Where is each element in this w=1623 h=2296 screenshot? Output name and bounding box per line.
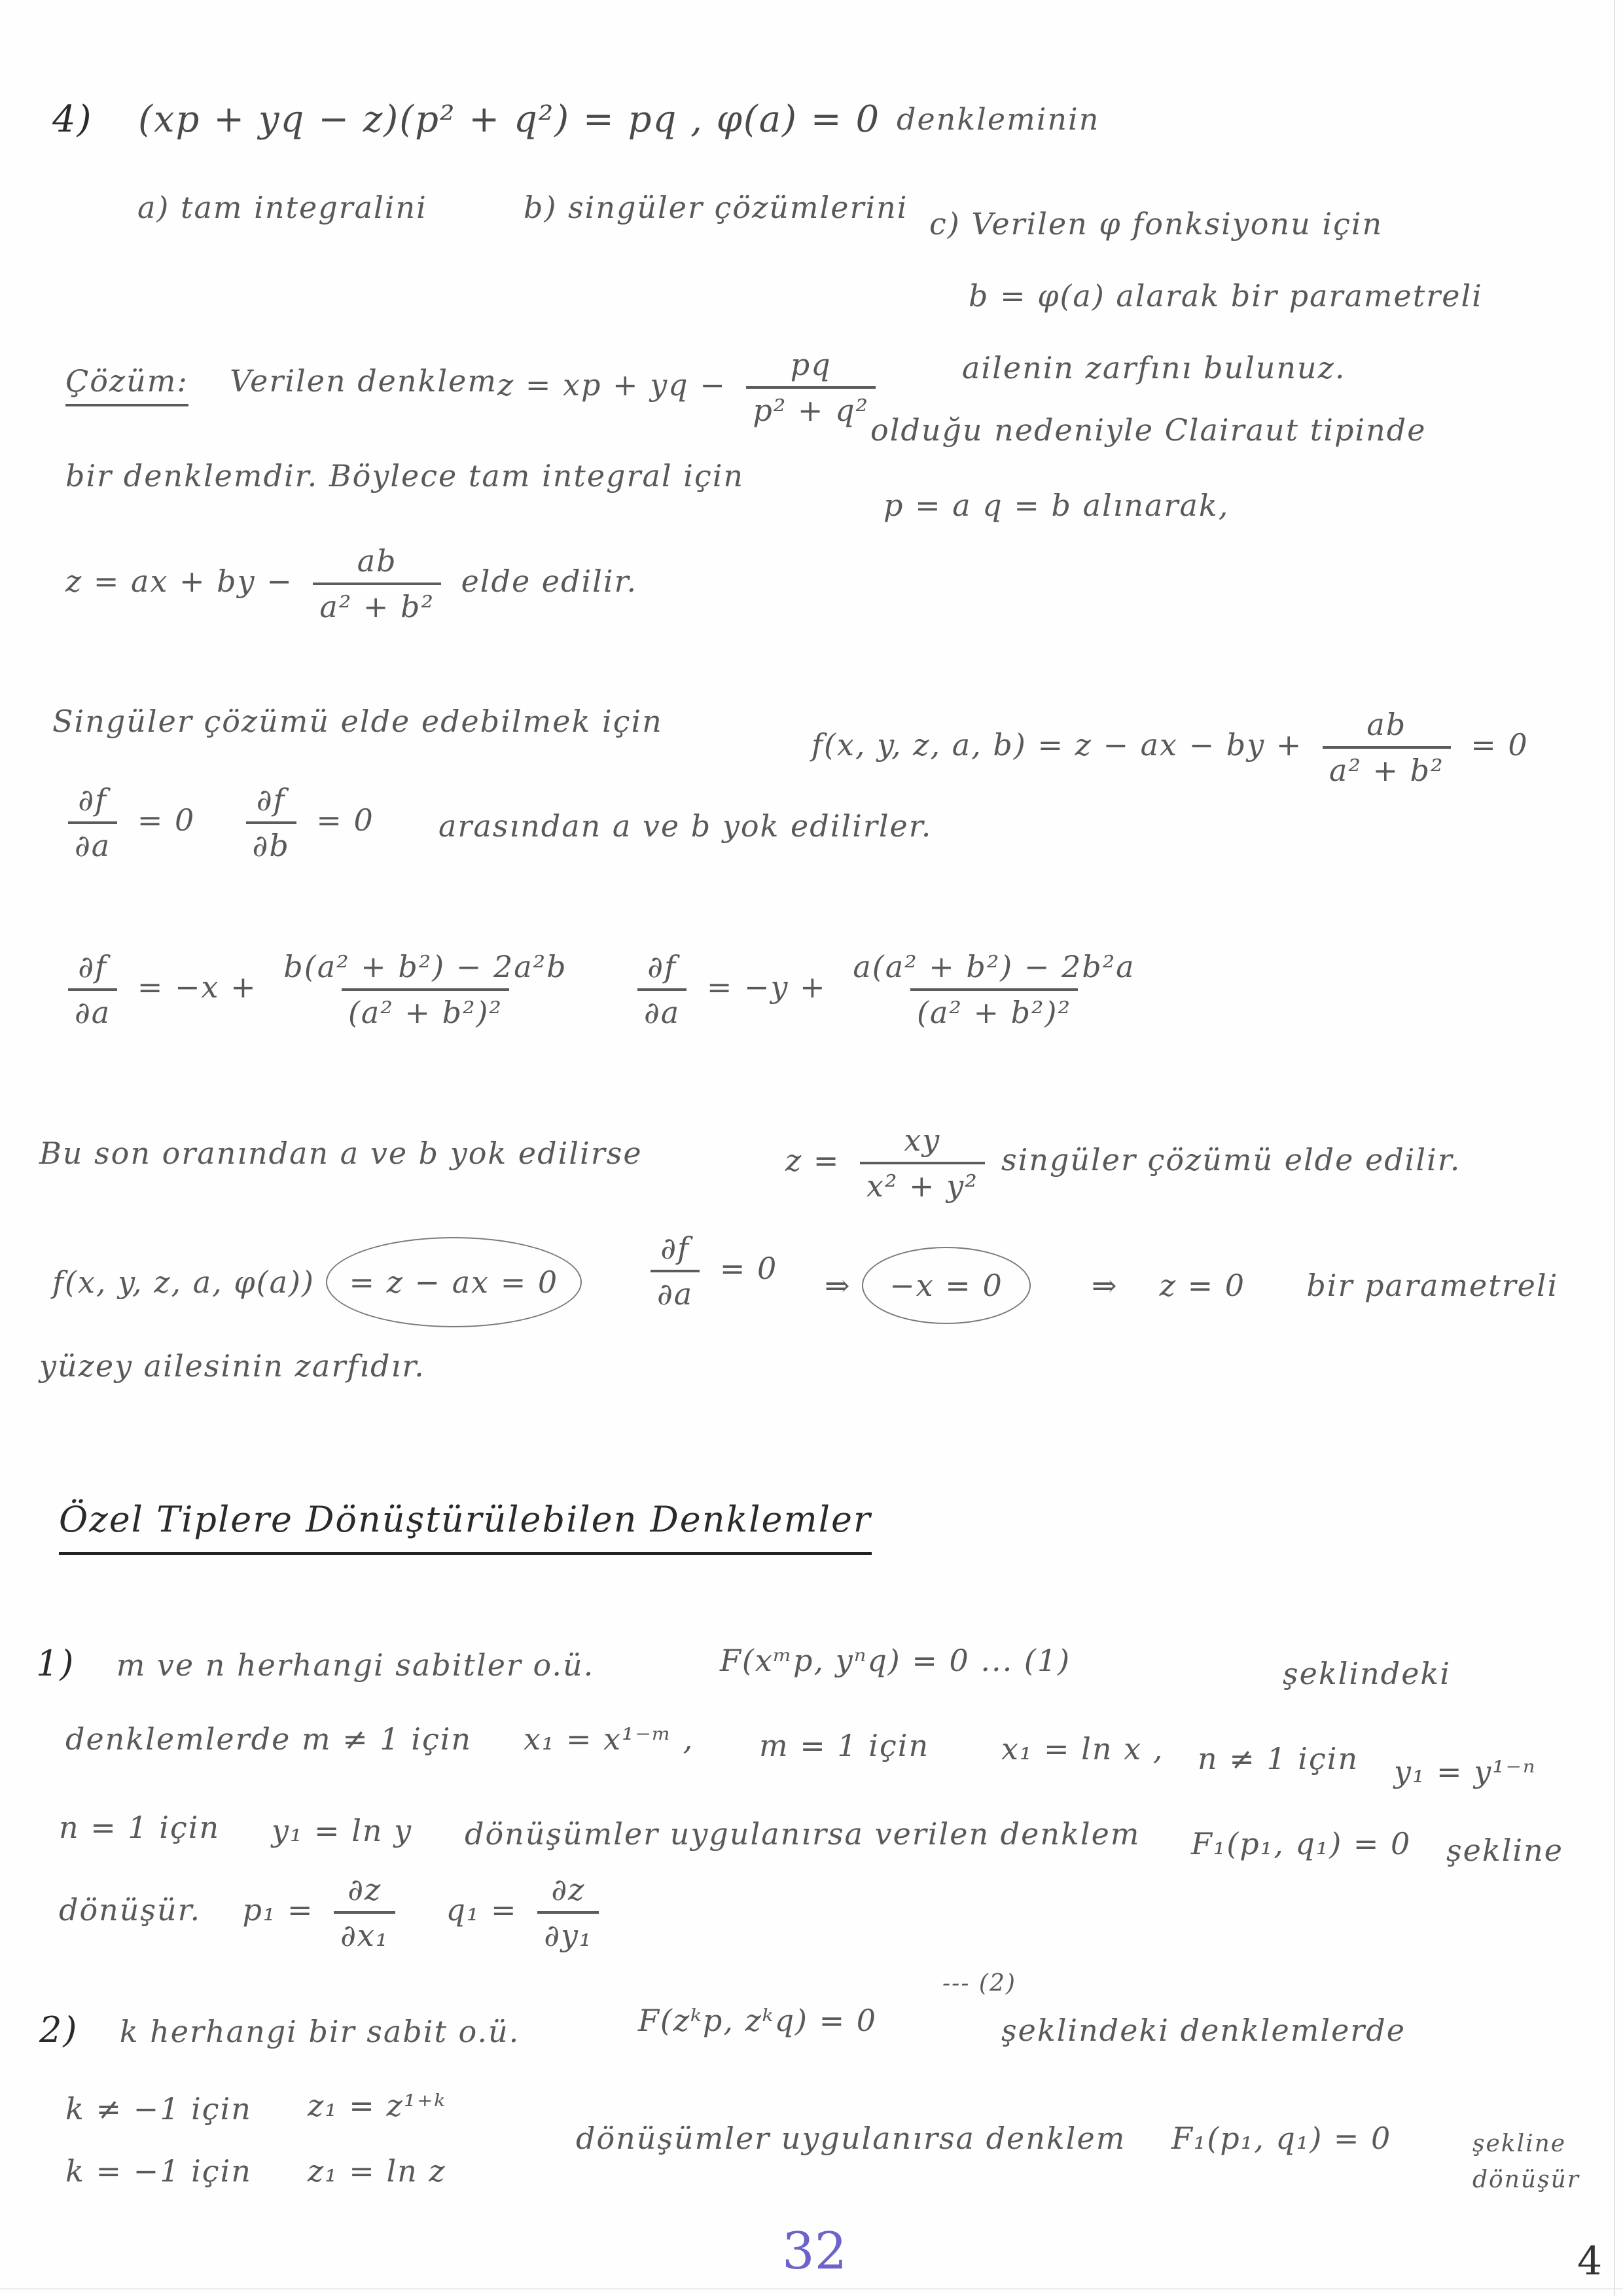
partial-b-derivative	[628, 949, 1151, 1030]
item2-tail2: dönüşür	[1472, 2166, 1580, 2193]
solution-label: Çözüm:	[65, 363, 188, 406]
envelope-derivative	[641, 1230, 777, 1312]
dfda-fraction	[68, 782, 117, 863]
fraction-numerator: ∂f	[256, 782, 286, 817]
fraction-numerator: ab	[357, 543, 397, 579]
p1-lhs: p₁ =	[242, 1892, 314, 1928]
f-definition-lhs: f(x, y, z, a, b) = z − ax − by +	[812, 727, 1303, 762]
solution-line2: bir denklemdir. Böylece tam integral için	[65, 458, 745, 493]
clairaut-lhs: z = xp + yq −	[497, 367, 726, 403]
item2-tail1: şekline	[1472, 2130, 1567, 2157]
dfda-fraction	[651, 1230, 700, 1312]
fraction-numerator: ∂z	[348, 1872, 382, 1907]
item1-line1	[36, 1643, 594, 1684]
q1-lhs: q₁ =	[446, 1892, 518, 1928]
item1-lnx: x₁ = ln x ,	[1001, 1731, 1164, 1767]
fraction-denominator: ∂a	[637, 988, 687, 1030]
page-edge-right	[1614, 0, 1615, 2296]
problem-equation: (xp + yq − z)(p² + q²) = pq , φ(a) = 0	[138, 98, 881, 141]
fraction-numerator: ∂z	[551, 1872, 586, 1907]
page-edge-bottom	[0, 2288, 1623, 2289]
item1-y1: y₁ = y¹⁻ⁿ	[1394, 1754, 1537, 1789]
dfdb-fraction	[246, 782, 296, 863]
part-c-line2: b = φ(a) alarak bir parametreli	[969, 278, 1483, 314]
derivative-a-fraction	[277, 949, 573, 1030]
envelope-z-result: z = 0	[1159, 1268, 1246, 1303]
derivative-lhs: = −y +	[706, 969, 827, 1005]
condition-tail: arasından a ve b yok edilirler.	[438, 808, 933, 844]
problem-trailing-word: denkleminin	[897, 101, 1100, 137]
dfda-fraction	[68, 949, 117, 1030]
page-number-corner: 4	[1577, 2238, 1603, 2284]
fraction-denominator: x² + y²	[860, 1162, 985, 1204]
complete-integral-fraction	[313, 543, 441, 624]
item1-n: n ≠ 1 için	[1198, 1741, 1359, 1776]
item1-line1-text: m ve n herhangi sabitler o.ü.	[116, 1647, 595, 1683]
condition-rhs: = 0	[137, 802, 196, 838]
fraction-denominator: a² + b²	[1323, 746, 1451, 788]
q1-fraction	[537, 1872, 599, 1953]
fraction-numerator: ∂f	[660, 1230, 690, 1266]
fraction-denominator: ∂x₁	[334, 1911, 395, 1953]
f-definition	[812, 707, 1529, 788]
item2-line1	[39, 2009, 520, 2051]
singular-line1: Singüler çözümü elde edebilmek için	[52, 704, 663, 739]
problem-4-statement	[52, 98, 880, 141]
item1-x1: x₁ = x¹⁻ᵐ ,	[524, 1721, 694, 1757]
circled-expression: = z − ax = 0	[326, 1237, 582, 1327]
fraction-numerator: ab	[1366, 707, 1407, 742]
item2-reference: --- (2)	[942, 1970, 1016, 1997]
fraction-denominator: a² + b²	[313, 583, 441, 624]
fraction-numerator: ∂f	[647, 949, 677, 984]
item1-F1: F₁(p₁, q₁) = 0	[1191, 1826, 1412, 1861]
complete-integral	[65, 543, 637, 624]
item2-cond1: k ≠ −1 için	[65, 2091, 252, 2126]
solution-line1	[65, 363, 497, 399]
part-b: b) singüler çözümlerini	[524, 190, 908, 225]
item1-line3-tail: şekline	[1446, 1833, 1563, 1868]
fraction-denominator: p² + q²	[746, 386, 876, 428]
page-number-blue: 32	[782, 2222, 847, 2281]
fraction-numerator: ∂f	[78, 949, 108, 984]
item1-line2-start: denklemlerde m ≠ 1 için	[65, 1721, 473, 1757]
fraction-denominator: ∂a	[68, 821, 117, 863]
section-heading-text: Özel Tiplere Dönüştürülebilen Denklemler	[59, 1499, 872, 1555]
p1-fraction	[334, 1872, 395, 1953]
fraction-denominator: ∂a	[68, 988, 117, 1030]
solution-intro-tail: olduğu nedeniyle Clairaut tipinde	[870, 412, 1427, 448]
clairaut-equation	[497, 347, 885, 428]
item2-number: 2)	[39, 2009, 79, 2051]
fraction-denominator: ∂a	[651, 1270, 700, 1312]
singular-solution	[785, 1122, 994, 1204]
fraction-numerator: pq	[790, 347, 832, 382]
derivative-lhs: = −x +	[137, 969, 257, 1005]
part-c-line3: ailenin zarfını bulunuz.	[962, 350, 1346, 386]
part-c-line1: c) Verilen φ fonksiyonu için	[929, 206, 1383, 242]
envelope-result-tail: bir parametreli	[1306, 1268, 1559, 1303]
dfdb-fraction	[637, 949, 687, 1030]
item1-equation: F(xᵐp, yⁿq) = 0 ... (1)	[720, 1643, 1071, 1678]
fraction-numerator: ∂f	[78, 782, 108, 817]
item1-lny: y₁ = ln y	[272, 1813, 413, 1848]
section-heading	[59, 1499, 872, 1540]
f-definition-rhs: = 0	[1471, 727, 1529, 762]
singular-solution-fraction	[860, 1122, 985, 1204]
derivative-b-fraction	[846, 949, 1141, 1030]
envelope-f-lhs: f(x, y, z, a, φ(a))	[52, 1265, 315, 1300]
envelope-result	[825, 1247, 1558, 1324]
item1-line3-start: n = 1 için	[59, 1810, 221, 1845]
item1-line3-mid: dönüşümler uygulanırsa verilen denklem	[465, 1816, 1141, 1852]
fraction-denominator: ∂y₁	[537, 1911, 599, 1953]
complete-integral-lhs: z = ax + by −	[65, 564, 293, 599]
item2-F1: F₁(p₁, q₁) = 0	[1171, 2121, 1392, 2156]
condition-rhs: = 0	[316, 802, 374, 838]
derivative-rhs: = 0	[719, 1251, 778, 1286]
implies-arrow-icon: ⇒	[825, 1268, 851, 1303]
item2-lnz: z₁ = ln z	[308, 2153, 446, 2189]
item1-number: 1)	[36, 1643, 75, 1684]
fraction-denominator: (a² + b²)²	[342, 988, 509, 1030]
item1-m1: m = 1 için	[759, 1728, 930, 1763]
item2-line1-text: k herhangi bir sabit o.ü.	[119, 2014, 520, 2049]
item2-cond2: k = −1 için	[65, 2153, 252, 2189]
partial-a-derivative	[59, 949, 583, 1030]
envelope-line2: yüzey ailesinin zarfıdır.	[39, 1348, 425, 1384]
condition-dfda	[59, 782, 374, 863]
item2-mid: dönüşümler uygulanırsa denklem	[576, 2121, 1126, 2156]
elimination-line: Bu son oranından a ve b yok edilirse	[39, 1136, 643, 1171]
envelope-line	[52, 1237, 582, 1327]
fraction-denominator: ∂b	[246, 821, 296, 863]
item2-equation: F(zᵏp, zᵏq) = 0	[638, 2003, 878, 2038]
fraction-numerator: a(a² + b²) − 2b²a	[853, 949, 1135, 984]
problem-number: 4)	[52, 98, 93, 141]
clairaut-fraction	[746, 347, 876, 428]
circled-expression: −x = 0	[862, 1247, 1031, 1324]
fraction-denominator: (a² + b²)²	[910, 988, 1078, 1030]
complete-integral-tail: elde edilir.	[461, 564, 638, 599]
solution-line2-tail: p = a q = b alınarak,	[883, 488, 1230, 523]
singular-solution-tail: singüler çözümü elde edilir.	[1001, 1142, 1461, 1177]
implies-arrow-icon: ⇒	[1091, 1268, 1118, 1303]
singular-solution-lhs: z =	[785, 1143, 840, 1178]
fraction-numerator: b(a² + b²) − 2a²b	[283, 949, 567, 984]
item1-line1-tail: şeklindeki	[1283, 1656, 1452, 1691]
item2-line1-tail: şeklindeki denklemlerde	[1001, 2013, 1406, 2048]
solution-intro: Verilen denklem	[230, 363, 497, 399]
part-a: a) tam integralini	[137, 190, 427, 225]
item1-line4-start: dönüşür.	[59, 1892, 202, 1928]
item1-line4	[59, 1872, 608, 1953]
item2-z1: z₁ = z¹⁺ᵏ	[308, 2088, 447, 2123]
f-definition-fraction	[1323, 707, 1451, 788]
fraction-numerator: xy	[904, 1122, 941, 1158]
